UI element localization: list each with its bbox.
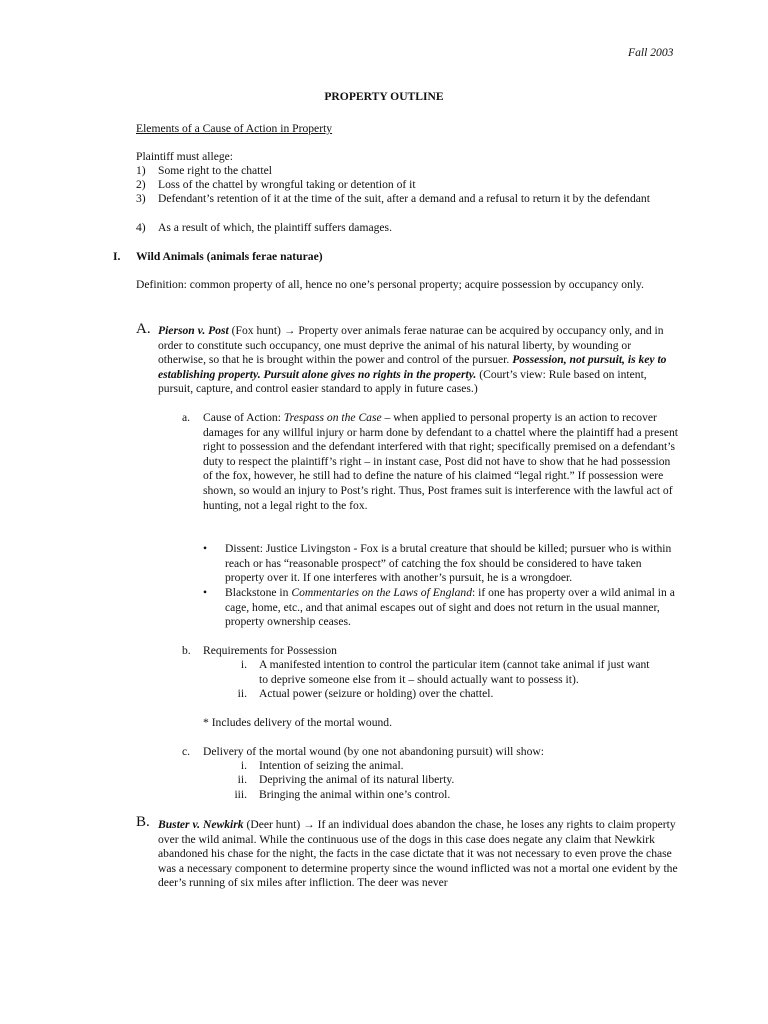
plaintiff-item-num: 4)	[136, 221, 146, 234]
book-title: Commentaries on the Laws of England	[291, 586, 473, 599]
case-letter: A.	[136, 321, 151, 337]
sub-letter: c.	[182, 745, 191, 758]
case-paren: (Deer hunt)	[243, 818, 304, 831]
sub-pre: Cause of Action:	[203, 411, 284, 424]
sub-letter: a.	[182, 411, 191, 424]
action-name: Trespass on the Case	[283, 411, 382, 424]
roman-item: Bringing the animal within one’s control.	[259, 788, 451, 801]
sub-heading: Delivery of the mortal wound (by one not abandoning pursuit) will show:	[203, 745, 544, 758]
plaintiff-item: Loss of the chattel by wrongful taking or detention of it	[158, 178, 416, 191]
bullet-icon: •	[203, 586, 208, 599]
plaintiff-item-num: 3)	[136, 192, 146, 205]
roman-num: ii.	[237, 687, 247, 700]
case-name: Buster v. Newkirk	[158, 818, 244, 831]
case-paren: (Fox hunt)	[228, 324, 284, 337]
case-text: If an individual does abandon the chase, he loses any rights to claim property over the wild animal. While the continuous use of the dogs in this case does negate any claim that Newkirk abandoned his chase for the night, the facts in the case dictate that it was not necessary to even prove the chase was a necessary component to determine property since the wound inflicted was not a mortal one evident by the deer’s running of six miles after infliction. The deer was never	[158, 818, 678, 890]
case-paragraph	[158, 818, 678, 891]
bullet-rest: : if one has property over a wild animal in a cage, home, etc., and that animal escapes out of sight and does not return in the usual manner, property ownership ceases.	[225, 586, 675, 629]
footnote-text: * Includes delivery of the mortal wound.	[203, 716, 392, 729]
bullet-text: Dissent: Justice Livingston - Fox is a brutal creature that should be killed; pursuer who is within reach or has “reasonable prospect” of catching the fox should be considered to have taken property over it. If one interferes with another’s pursuit, he is a wrongdoer.	[225, 542, 672, 585]
roman-item: A manifested intention to control the particular item (cannot take animal if just want to deprive someone else from it – should actually want to possess it).	[259, 658, 650, 686]
bullet-pre: Blackstone in	[225, 586, 292, 599]
plaintiff-item: Some right to the chattel	[158, 164, 272, 177]
roman-item: Depriving the animal of its natural liberty.	[259, 773, 455, 786]
roman-item: Actual power (seizure or holding) over the chattel.	[259, 687, 494, 700]
section-subtitle: Elements of a Cause of Action in Property	[136, 122, 333, 135]
section-number: I.	[113, 250, 121, 263]
case-text: (Court’s view: Rule based on intent, pursuit, capture, and control easier standard to apply in future cases.)	[158, 367, 647, 396]
bullet-text	[225, 586, 677, 630]
sub-paragraph	[203, 411, 681, 513]
arrow-glyph: →	[283, 324, 296, 337]
plaintiff-item: Defendant’s retention of it at the time of the suit, after a demand and a refusal to return it by the defendant	[158, 192, 650, 205]
arrow-glyph: →	[303, 818, 315, 831]
page-title: PROPERTY OUTLINE	[324, 90, 444, 103]
sub-letter: b.	[182, 644, 191, 657]
roman-num: i.	[240, 658, 247, 671]
case-holding: Possession, not pursuit, is key to establishing property. Pursuit alone gives no rights in the property.	[158, 353, 667, 381]
roman-item: Intention of seizing the animal.	[259, 759, 404, 772]
plaintiff-item-num: 1)	[136, 164, 146, 177]
plaintiff-item-num: 2)	[136, 178, 146, 191]
case-text: Property over animals ferae naturae can be acquired by occupancy only, and in order to constitute such occupancy, one must deprive the animal of his natural liberty, by wounding or otherwise, so that he is brought within the power and control of the pursuer.	[158, 324, 664, 367]
definition-text: Definition: common property of all, hence no one’s personal property; acquire possession by occupancy only.	[136, 278, 644, 291]
case-letter: B.	[136, 814, 150, 830]
case-name: Pierson v. Post	[158, 324, 229, 337]
section-heading: Wild Animals (animals ferae naturae)	[136, 250, 323, 263]
sub-text: – when applied to personal property is an action to recover damages for any willful injury or harm done by defendant to a chattel where the plaintiff had a present right to possession and the defendant interfered with that right; specifically premised on a defendant’s duty to respect the plaintiff’s right – in instant case, Post did not have to show that he had possession of the fox, however, he still had to define the nature of his claimed “legal right.” If possession were shown, so would an injury to Post’s right. Thus, Post frames suit is interference with the lawful act of hunting, not a legal right to the fox.	[203, 411, 678, 512]
sub-heading: Requirements for Possession	[203, 644, 337, 657]
roman-num: ii.	[237, 773, 247, 786]
plaintiff-item: As a result of which, the plaintiff suffers damages.	[158, 221, 392, 234]
plaintiff-intro: Plaintiff must allege:	[136, 150, 234, 163]
term-header: Fall 2003	[628, 46, 674, 59]
roman-num: iii.	[234, 788, 247, 801]
roman-num: i.	[240, 759, 247, 772]
bullet-icon: •	[203, 542, 208, 555]
case-paragraph	[158, 324, 678, 397]
